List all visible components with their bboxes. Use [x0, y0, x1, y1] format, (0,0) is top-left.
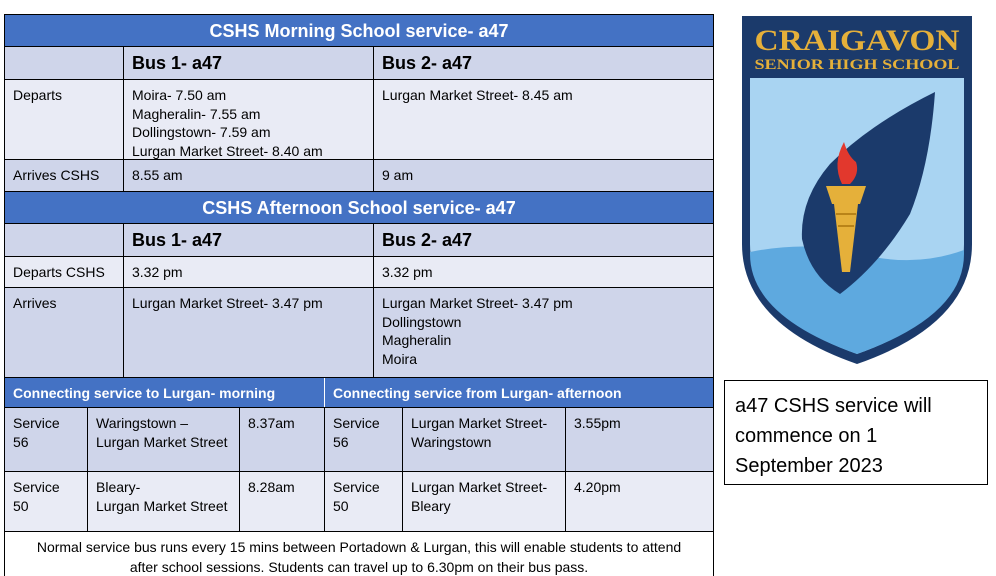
- morning-time: 8.37am: [240, 408, 325, 471]
- torch-cup: [826, 186, 866, 204]
- afternoon-bus1-arrives: Lurgan Market Street- 3.47 pm: [124, 288, 374, 377]
- morning-bus1-header: Bus 1- a47: [124, 47, 374, 79]
- stop-name: Dollingstown: [382, 313, 462, 330]
- stop-name: Moira: [382, 350, 418, 367]
- empty-header-cell: [5, 47, 124, 79]
- connecting-morning-title: Connecting service to Lurgan- morning: [5, 378, 325, 407]
- stop-time: Moira- 7.50 am: [132, 87, 227, 103]
- afternoon-bus-header-row: [5, 224, 713, 257]
- commencement-notice: a47 CSHS service will commence on 1 September 2023: [724, 380, 988, 485]
- morning-bus1-arrives: 8.55 am: [124, 160, 374, 191]
- stop-time: Lurgan Market Street- 8.40 am: [132, 142, 323, 159]
- bus-timetable: [4, 14, 714, 576]
- afternoon-departs-row: [5, 257, 713, 289]
- morning-service-title: CSHS Morning School service- a47: [5, 15, 713, 47]
- connecting-services-header: [5, 378, 713, 408]
- afternoon-bus2-arrives: [374, 288, 713, 377]
- morning-time: 8.28am: [240, 472, 325, 531]
- route-line: Lurgan Market Street-: [411, 415, 548, 431]
- connecting-row: [5, 408, 713, 472]
- morning-bus2-header: Bus 2- a47: [382, 53, 473, 73]
- morning-arrives-row: [5, 160, 713, 192]
- morning-bus-header-row: [5, 47, 713, 80]
- stop-time: Magheralin- 7.55 am: [132, 105, 261, 122]
- afternoon-time: 4.20pm: [574, 479, 621, 495]
- morning-route: [88, 472, 240, 531]
- stop-time: Lurgan Market Street- 3.47 pm: [382, 295, 573, 311]
- morning-route: [88, 408, 240, 471]
- departs-cshs-label: Departs CSHS: [5, 257, 124, 288]
- crest-subtitle: SENIOR HIGH SCHOOL: [754, 57, 960, 73]
- departs-label: Departs: [5, 80, 124, 159]
- morning-departs-row: [5, 80, 713, 160]
- route-line: Bleary: [411, 497, 451, 514]
- empty-header-cell: [5, 224, 124, 256]
- route-line: Lurgan Market Street: [96, 497, 228, 514]
- connecting-row: [5, 472, 713, 532]
- school-crest-logo: [740, 14, 974, 366]
- morning-service-number: Service 50: [5, 472, 88, 531]
- afternoon-arrives-row: [5, 288, 713, 378]
- afternoon-service-title: CSHS Afternoon School service- a47: [5, 192, 713, 224]
- morning-bus1-departs: [124, 80, 374, 159]
- service-line: Service: [333, 479, 380, 495]
- footer-note: Normal service bus runs every 15 mins between Portadown & Lurgan, this will enable students to attend after school sessions. Students can travel up to 6.30pm on their bus pass.: [5, 532, 713, 576]
- service-line: 56: [333, 433, 349, 450]
- afternoon-bus1-header: Bus 1- a47: [124, 224, 374, 256]
- stop-name: Magheralin: [382, 332, 452, 348]
- route-line: Waringstown: [411, 433, 492, 450]
- arrives-label: Arrives: [5, 288, 124, 377]
- afternoon-bus1-departs: 3.32 pm: [124, 257, 374, 288]
- route-line: Bleary-: [96, 479, 141, 495]
- service-line: Service: [333, 415, 380, 431]
- afternoon-service-number: [325, 472, 403, 531]
- afternoon-route: [403, 408, 566, 471]
- afternoon-time: 3.55pm: [574, 415, 621, 431]
- route-line: Lurgan Market Street: [96, 433, 228, 450]
- route-line: Lurgan Market Street-: [411, 479, 548, 495]
- stop-time: Dollingstown- 7.59 am: [132, 124, 271, 140]
- route-line: Waringstown –: [96, 415, 189, 431]
- crest-name: CRAIGAVON: [754, 24, 960, 57]
- morning-bus2-departs: Lurgan Market Street- 8.45 am: [382, 87, 573, 103]
- arrives-label: Arrives CSHS: [5, 160, 124, 191]
- morning-bus2-arrives: 9 am: [382, 167, 414, 183]
- service-line: 50: [333, 497, 349, 514]
- afternoon-bus2-departs: 3.32 pm: [382, 263, 433, 280]
- afternoon-bus2-header: Bus 2- a47: [382, 229, 473, 250]
- afternoon-route: [403, 472, 566, 531]
- morning-service-number: Service 56: [5, 408, 88, 471]
- afternoon-service-number: [325, 408, 403, 471]
- connecting-afternoon-title: Connecting service from Lurgan- afternoon: [333, 385, 622, 401]
